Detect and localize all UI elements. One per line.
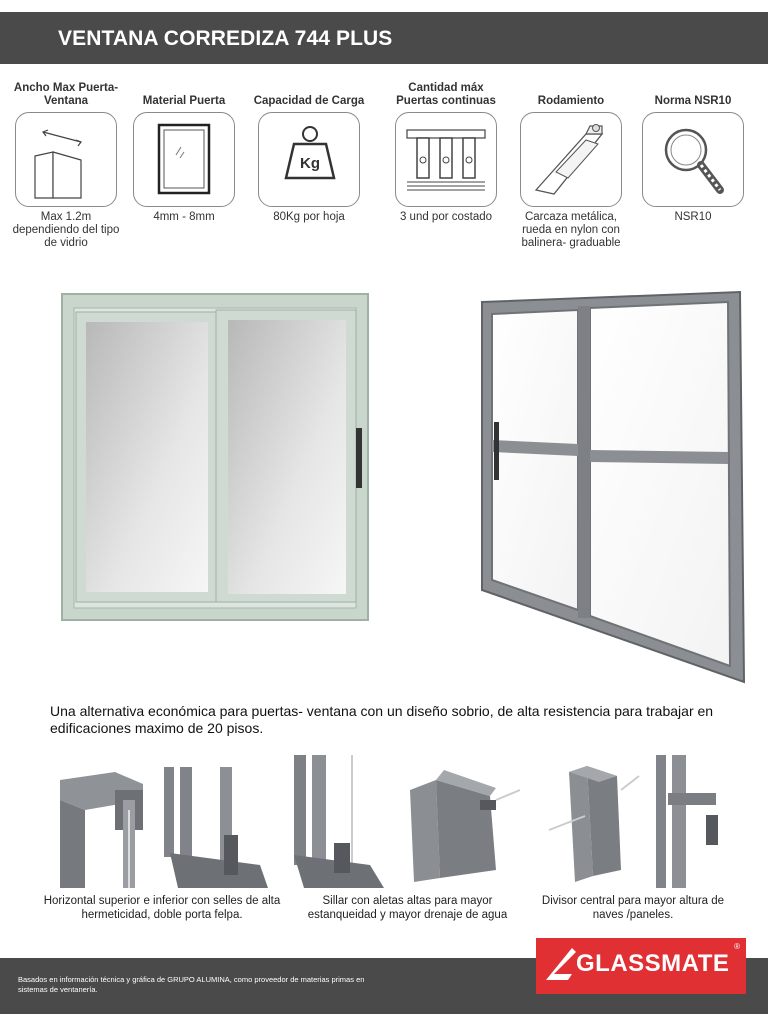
feature-value: NSR10 <box>674 211 712 223</box>
feature-label: Ancho Max Puerta-Ventana <box>13 82 119 107</box>
roller-bearing-icon <box>520 112 622 207</box>
footer-note: Basados en información técnica y gráfica de GRUPO ALUMINA, como proveedor de materias primas en sistemas de ventanería. <box>18 975 365 994</box>
detail-divider-section-photo <box>545 760 640 882</box>
feature-value: 3 und por costado <box>399 211 493 223</box>
description-text: Una alternativa económica para puertas- ventana con un diseño sobrio, de alta resistencia para trabajar en edificaciones maximo de 20 pisos. <box>50 703 714 736</box>
footer-bar <box>0 942 768 1014</box>
caption-sill: Sillar con aletas altas para mayor estanqueidad y mayor drenaje de agua <box>307 895 508 921</box>
feature-load-capacity <box>250 78 368 224</box>
page-title: VENTANA CORREDIZA 744 PLUS <box>58 27 393 50</box>
feature-standard <box>634 78 752 224</box>
weight-kg-text: Kg <box>300 154 320 172</box>
feature-label: Norma NSR10 <box>654 95 732 107</box>
feature-bearing <box>512 78 630 250</box>
glass-pane-icon <box>133 112 235 207</box>
header-bar <box>0 12 768 64</box>
feature-material <box>125 78 243 224</box>
width-arrow-icon <box>15 112 117 207</box>
detail-bottom-profile-photo <box>160 765 270 888</box>
caption-divider: Divisor central para mayor altura de naves /paneles. <box>541 895 725 921</box>
weight-kg-icon <box>258 112 360 207</box>
feature-label: Rodamiento <box>537 95 605 107</box>
feature-label: Cantidad máx Puertas continuas <box>396 82 496 107</box>
feature-label: Capacidad de Carga <box>253 95 365 107</box>
feature-max-width <box>7 78 125 250</box>
brand-name: GLASSMATE <box>576 950 730 977</box>
detail-top-profile-photo <box>55 770 150 888</box>
window-photo-gray-divided <box>478 290 750 685</box>
feature-label: Material Puerta <box>142 95 226 107</box>
feature-value: Max 1.2m dependiendo del tipo de vidrio <box>12 211 120 249</box>
feature-value: Carcaza metálica, rueda en nylon con balinera- graduable <box>521 211 621 249</box>
detail-sill-section-photo <box>400 760 522 882</box>
feature-value: 80Kg por hoja <box>273 211 345 223</box>
window-photo-light-green <box>60 292 370 622</box>
feature-value: 4mm - 8mm <box>153 211 215 223</box>
detail-sill-photo <box>290 755 385 888</box>
caption-horizontal-profiles: Horizontal superior e inferior con selles de alta hermeticidad, doble porta felpa. <box>43 895 281 921</box>
brand-logo <box>536 938 746 994</box>
registered-mark: ® <box>734 942 740 951</box>
magnifier-icon <box>642 112 744 207</box>
detail-divider-photo <box>650 755 720 888</box>
track-rails-icon <box>395 112 497 207</box>
feature-max-doors <box>387 78 505 224</box>
